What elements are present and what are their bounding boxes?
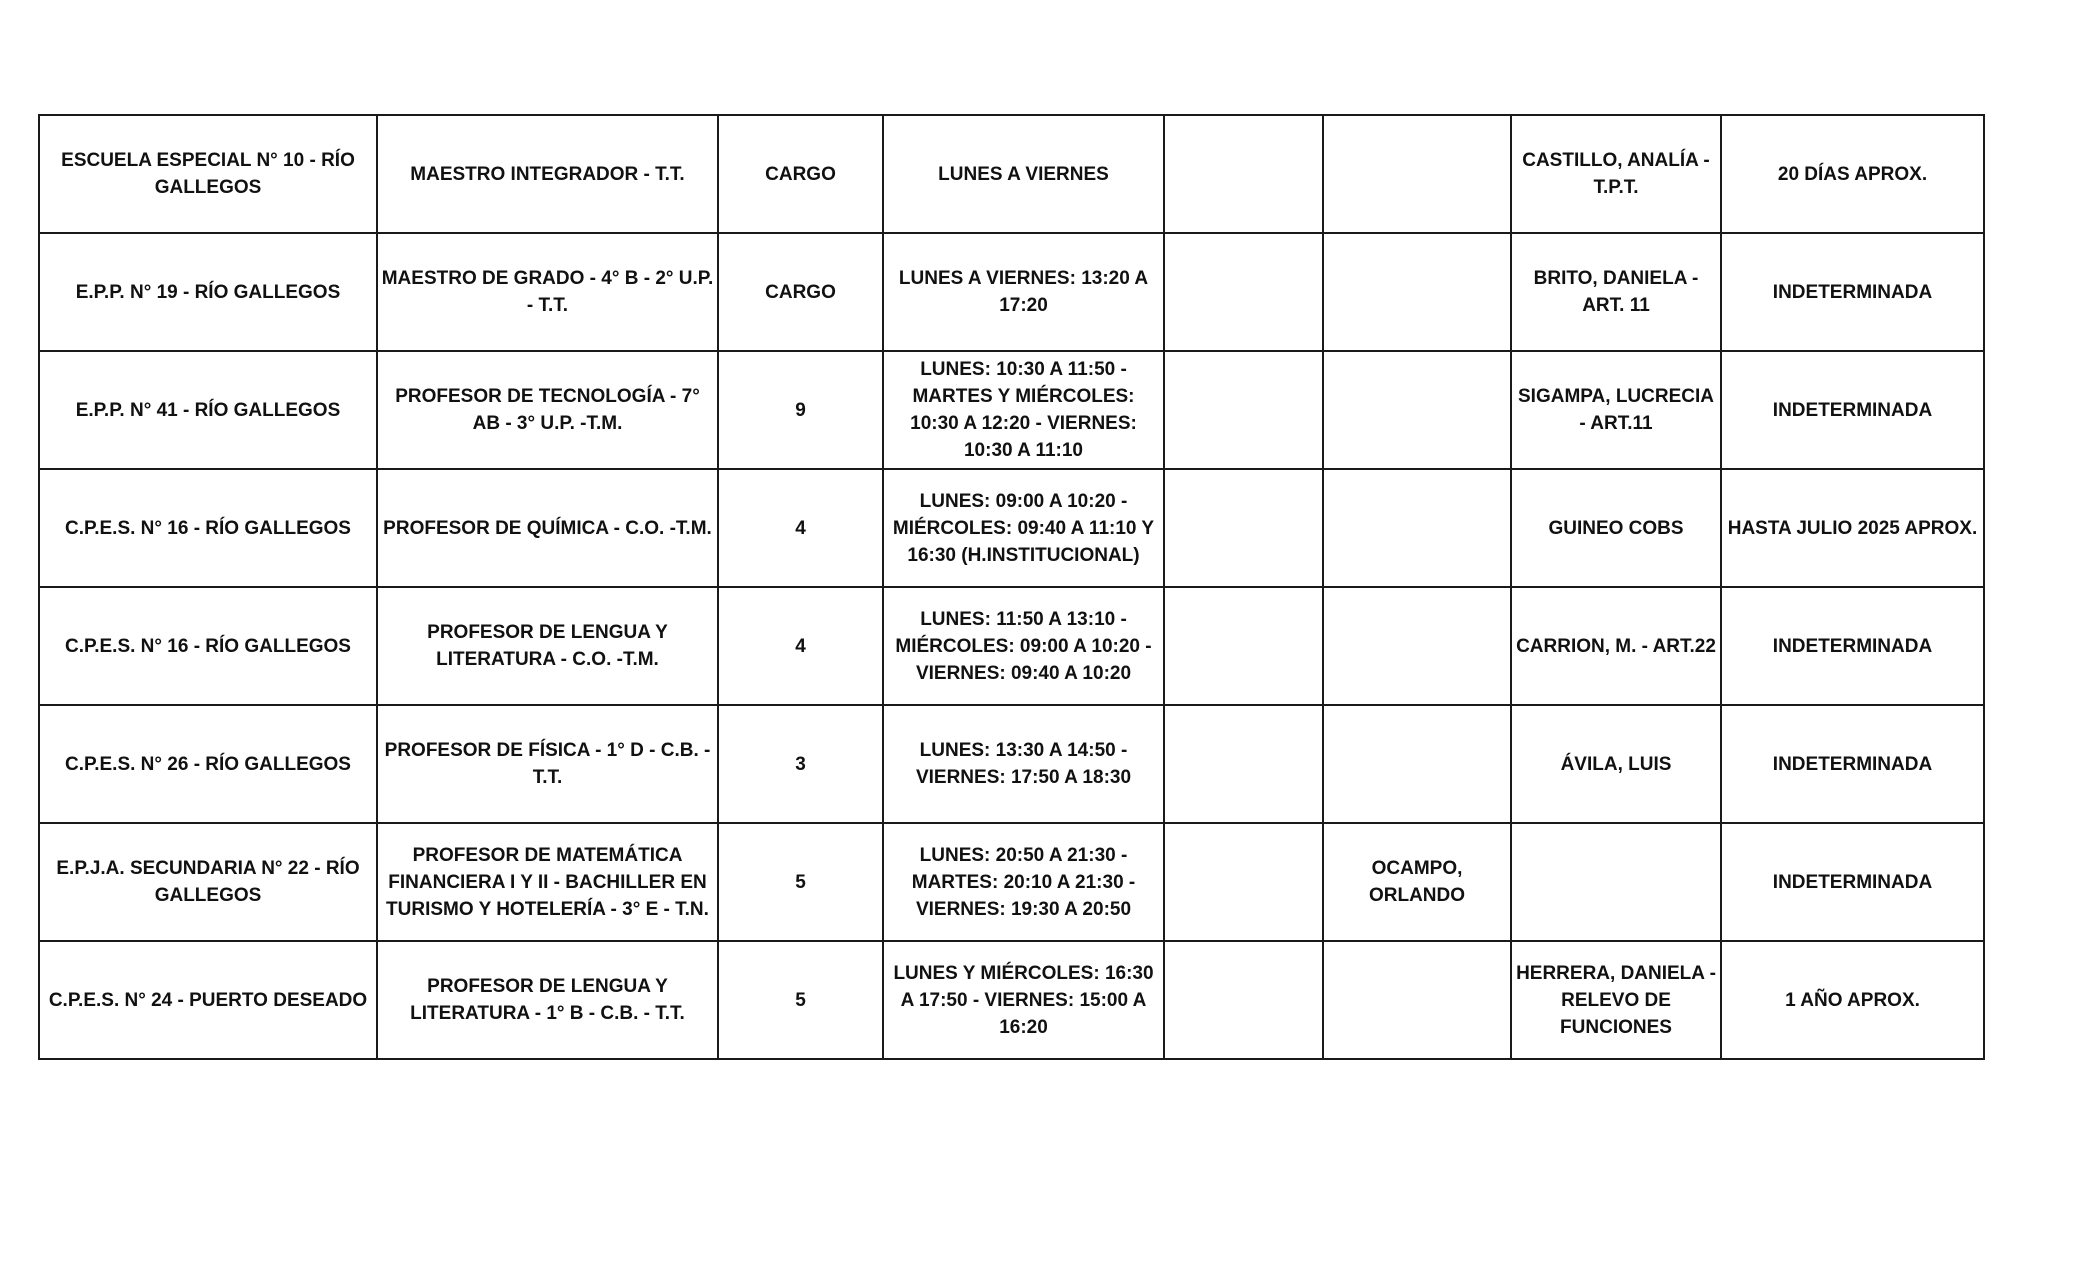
holder-cell (1511, 823, 1721, 941)
table-row (39, 941, 1984, 1059)
duration-cell: 1 AÑO APROX. (1721, 941, 1984, 1059)
schedule-cell: LUNES Y MIÉRCOLES: 16:30 A 17:50 - VIERNES: 15:00 A 16:20 (883, 941, 1164, 1059)
schedule-cell: LUNES: 20:50 A 21:30 - MARTES: 20:10 A 21:30 - VIERNES: 19:30 A 20:50 (883, 823, 1164, 941)
duration-cell: INDETERMINADA (1721, 233, 1984, 351)
hours-cell: 4 (718, 469, 883, 587)
position-cell: MAESTRO DE GRADO - 4° B - 2° U.P. - T.T. (377, 233, 718, 351)
holder-cell: CASTILLO, ANALÍA - T.P.T. (1511, 115, 1721, 233)
duration-cell: 20 DÍAS APROX. (1721, 115, 1984, 233)
holder-cell: SIGAMPA, LUCRECIA - ART.11 (1511, 351, 1721, 469)
blank-cell-a (1164, 115, 1323, 233)
hours-cell: 5 (718, 823, 883, 941)
school-cell: C.P.E.S. N° 16 - RÍO GALLEGOS (39, 587, 377, 705)
hours-cell: 4 (718, 587, 883, 705)
holder-cell: HERRERA, DANIELA - RELEVO DE FUNCIONES (1511, 941, 1721, 1059)
table-row (39, 469, 1984, 587)
blank-cell-a (1164, 705, 1323, 823)
position-cell: PROFESOR DE QUÍMICA - C.O. -T.M. (377, 469, 718, 587)
duration-cell: INDETERMINADA (1721, 823, 1984, 941)
position-cell: MAESTRO INTEGRADOR - T.T. (377, 115, 718, 233)
assigned-cell (1323, 469, 1511, 587)
table-row (39, 351, 1984, 469)
schedule-cell: LUNES A VIERNES: 13:20 A 17:20 (883, 233, 1164, 351)
hours-cell: CARGO (718, 115, 883, 233)
blank-cell-a (1164, 587, 1323, 705)
table-row (39, 233, 1984, 351)
table-row (39, 823, 1984, 941)
table-row (39, 587, 1984, 705)
duration-cell: HASTA JULIO 2025 APROX. (1721, 469, 1984, 587)
table-body (39, 115, 1984, 1059)
vacancy-table (38, 114, 1985, 1060)
assigned-cell (1323, 705, 1511, 823)
table-row (39, 115, 1984, 233)
assigned-cell (1323, 941, 1511, 1059)
school-cell: ESCUELA ESPECIAL N° 10 - RÍO GALLEGOS (39, 115, 377, 233)
duration-cell: INDETERMINADA (1721, 705, 1984, 823)
hours-cell: CARGO (718, 233, 883, 351)
schedule-cell: LUNES: 10:30 A 11:50 - MARTES Y MIÉRCOLES: 10:30 A 12:20 - VIERNES: 10:30 A 11:10 (883, 351, 1164, 469)
hours-cell: 5 (718, 941, 883, 1059)
hours-cell: 3 (718, 705, 883, 823)
blank-cell-a (1164, 469, 1323, 587)
position-cell: PROFESOR DE TECNOLOGÍA - 7° AB - 3° U.P. -T.M. (377, 351, 718, 469)
holder-cell: CARRION, M. - ART.22 (1511, 587, 1721, 705)
position-cell: PROFESOR DE LENGUA Y LITERATURA - 1° B - C.B. - T.T. (377, 941, 718, 1059)
table-row (39, 705, 1984, 823)
assigned-cell (1323, 351, 1511, 469)
holder-cell: BRITO, DANIELA - ART. 11 (1511, 233, 1721, 351)
assigned-cell (1323, 233, 1511, 351)
school-cell: C.P.E.S. N° 26 - RÍO GALLEGOS (39, 705, 377, 823)
duration-cell: INDETERMINADA (1721, 351, 1984, 469)
assigned-cell: OCAMPO, ORLANDO (1323, 823, 1511, 941)
school-cell: E.P.P. N° 41 - RÍO GALLEGOS (39, 351, 377, 469)
duration-cell: INDETERMINADA (1721, 587, 1984, 705)
school-cell: E.P.J.A. SECUNDARIA N° 22 - RÍO GALLEGOS (39, 823, 377, 941)
blank-cell-a (1164, 823, 1323, 941)
holder-cell: ÁVILA, LUIS (1511, 705, 1721, 823)
schedule-cell: LUNES: 09:00 A 10:20 - MIÉRCOLES: 09:40 A 11:10 Y 16:30 (H.INSTITUCIONAL) (883, 469, 1164, 587)
position-cell: PROFESOR DE FÍSICA - 1° D - C.B. - T.T. (377, 705, 718, 823)
school-cell: C.P.E.S. N° 24 - PUERTO DESEADO (39, 941, 377, 1059)
schedule-cell: LUNES: 11:50 A 13:10 - MIÉRCOLES: 09:00 A 10:20 - VIERNES: 09:40 A 10:20 (883, 587, 1164, 705)
school-cell: C.P.E.S. N° 16 - RÍO GALLEGOS (39, 469, 377, 587)
blank-cell-a (1164, 351, 1323, 469)
blank-cell-a (1164, 233, 1323, 351)
schedule-cell: LUNES A VIERNES (883, 115, 1164, 233)
assigned-cell (1323, 587, 1511, 705)
blank-cell-a (1164, 941, 1323, 1059)
position-cell: PROFESOR DE LENGUA Y LITERATURA - C.O. -T.M. (377, 587, 718, 705)
school-cell: E.P.P. N° 19 - RÍO GALLEGOS (39, 233, 377, 351)
schedule-cell: LUNES: 13:30 A 14:50 - VIERNES: 17:50 A 18:30 (883, 705, 1164, 823)
hours-cell: 9 (718, 351, 883, 469)
position-cell: PROFESOR DE MATEMÁTICA FINANCIERA I Y II - BACHILLER EN TURISMO Y HOTELERÍA - 3° E - T.N. (377, 823, 718, 941)
holder-cell: GUINEO COBS (1511, 469, 1721, 587)
assigned-cell (1323, 115, 1511, 233)
